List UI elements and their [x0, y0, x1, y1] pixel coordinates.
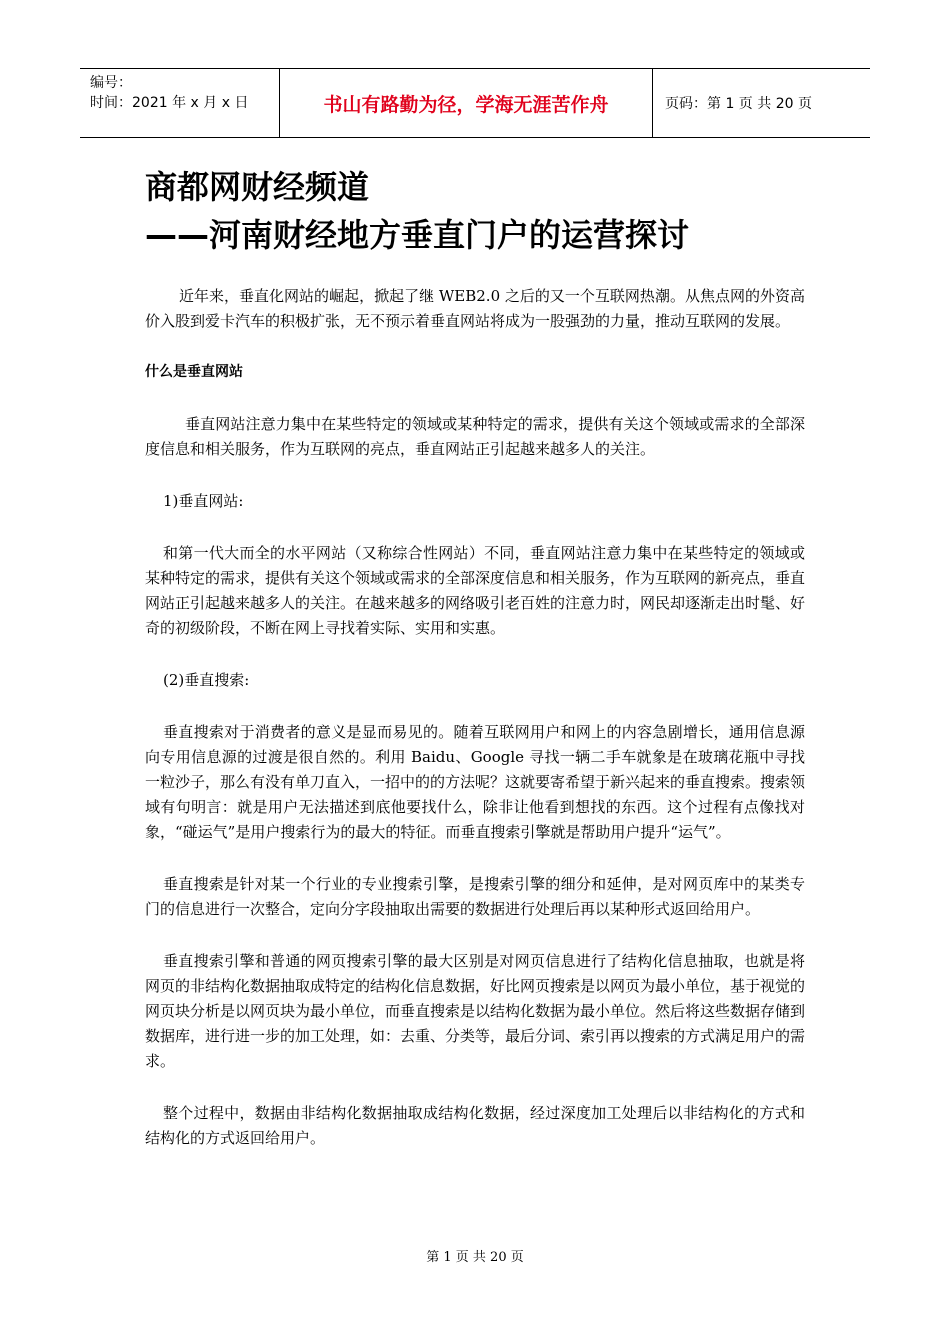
- intro-paragraph: 近年来，垂直化网站的崛起，掀起了继 WEB2.0 之后的又一个互联网热潮。从焦点网的外资高价入股到爱卡汽车的积极扩张，无不预示着垂直网站将成为一股强劲的力量，推动互联网的发展。: [145, 287, 805, 330]
- paragraph-process: 整个过程中，数据由非结构化数据抽取成结构化数据，经过深度加工处理后以非结构化的方式和结构化的方式返回给用户。: [145, 1104, 805, 1147]
- page-title: [145, 163, 689, 259]
- paragraph-search-difference: 垂直搜索引擎和普通的网页搜索引擎的最大区别是对网页信息进行了结构化信息抽取，也就是将网页的非结构化数据抽取成特定的结构化信息数据，好比网页搜索是以网页为最小单位，基于视觉的网页块分析是以网页块为最小单位，而垂直搜索是以结构化数据为最小单位。然后将这些数据存储到数据库，进行进一步的加工处理，如：去重、分类等，最后分词、索引再以搜索的方式满足用户的需求。: [145, 952, 806, 1070]
- section-heading: 什么是垂直网站: [145, 364, 243, 380]
- number-label: 编号：: [90, 75, 132, 91]
- paragraph-search-definition: 垂直搜索是针对某一个行业的专业搜索引擎，是搜索引擎的细分和延伸，是对网页库中的某类专门的信息进行一次整合，定向分字段抽取出需要的数据进行处理后再以某种形式返回给用户。: [145, 875, 805, 918]
- date-label: 时间：2021 年 x 月 x 日: [90, 95, 249, 111]
- subsection-label-1: 1)垂直网站:: [163, 492, 244, 510]
- document-body: [145, 284, 805, 1151]
- subsection-label-2: (2)垂直搜索:: [163, 671, 250, 689]
- paragraph-vertical-site: 和第一代大而全的水平网站（又称综合性网站）不同，垂直网站注意力集中在某些特定的领域或某种特定的需求，提供有关这个领域或需求的全部深度信息和相关服务，作为互联网的新亮点，垂直网站正引起越来越多人的关注。在越来越多的网络吸引老百姓的注意力时，网民却逐渐走出时髦、好奇的初级阶段，不断在网上寻找着实际、实用和实惠。: [145, 544, 806, 637]
- header-motto: 书山有路勤为径，学海无涯苦作舟: [280, 69, 653, 137]
- page-footer: 第 1 页 共 20 页: [426, 1250, 524, 1265]
- title-line-1: 商都网财经频道: [145, 168, 370, 206]
- document-header: [80, 68, 870, 138]
- title-line-2: ——河南财经地方垂直门户的运营探讨: [145, 216, 690, 254]
- header-meta: [80, 69, 280, 137]
- definition-paragraph: 垂直网站注意力集中在某些特定的领域或某种特定的需求，提供有关这个领域或需求的全部深度信息和相关服务，作为互联网的亮点，垂直网站正引起越来越多人的关注。: [145, 415, 805, 458]
- header-page-info: 页码：第 1 页 共 20 页: [665, 96, 812, 112]
- paragraph-vertical-search: 垂直搜索对于消费者的意义是显而易见的。随着互联网用户和网上的内容急剧增长，通用信息源向专用信息源的过渡是很自然的。利用 Baidu、Google 寻找一辆二手车就象是在玻璃花瓶中寻找一粒沙子，那么有没有单刀直入，一招中的的方法呢？这就要寄希望于新兴起来的垂直搜索。搜索领域有句明言：就是用户无法描述到底他要找什么，除非让他看到想找的东西。这个过程有点像找对象，“碰运气”是用户搜索行为的最大的特征。而垂直搜索引擎就是帮助用户提升“运气”。: [145, 723, 806, 841]
